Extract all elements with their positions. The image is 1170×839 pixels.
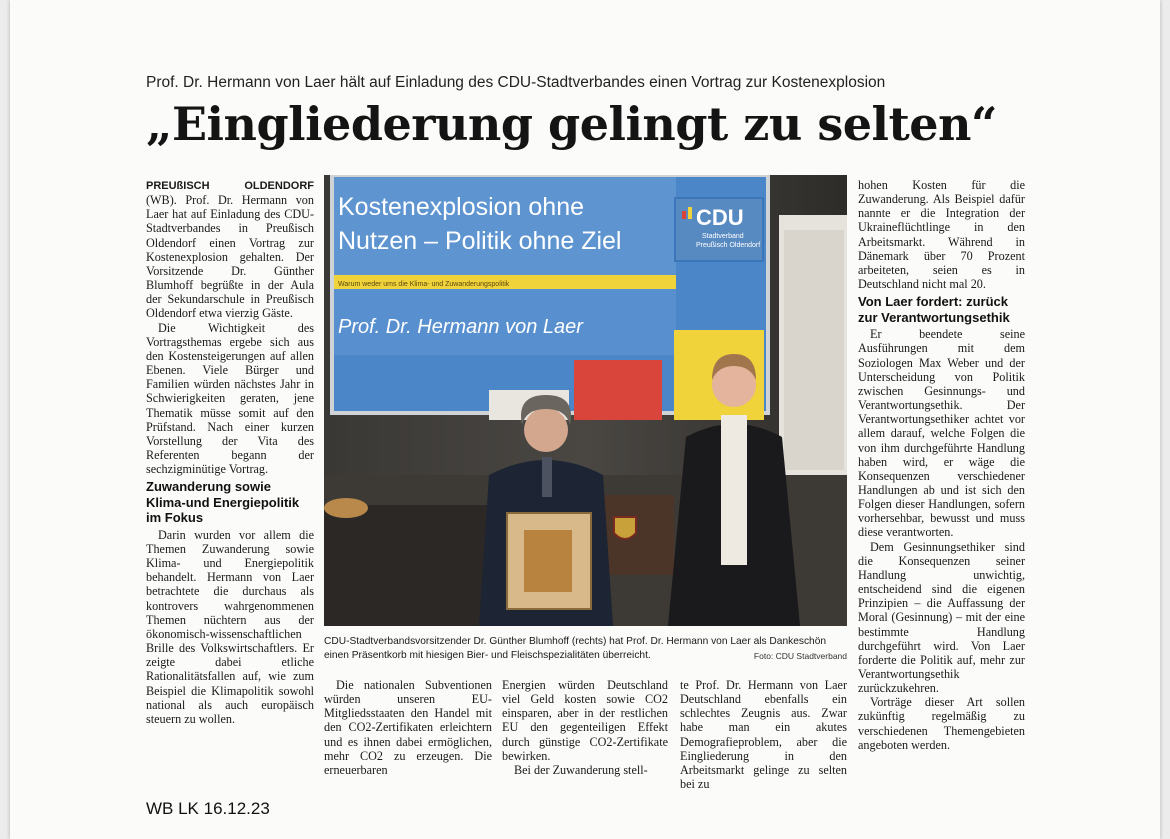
article-photo (324, 175, 847, 626)
dateline: PREUßISCH OLDENDORF (146, 180, 314, 192)
paragraph: Vorträge dieser Art sollen zukünftig regelmäßig zu verschiedenen Themengebieten angeboten werden. (858, 695, 1025, 752)
paragraph: Energien würden Deutschland viel Geld kosten sowie CO2 einsparen, aber in der restlichen EU den gegenteiligen Effekt durch günstige CO2-Zertifikate bewirken. (502, 678, 668, 763)
kicker: Prof. Dr. Hermann von Laer hält auf Einladung des CDU-Stadtverbandes einen Vortrag zur Kostenexplosion (146, 74, 886, 91)
cdu-logo-bar (688, 207, 692, 219)
article-column-5 (858, 178, 1025, 752)
paragraph: Die Wichtigkeit des Vortragsthemas ergebe sich aus den Kostensteigerungen auf allen Ebenen. Viele Bürger und Familien würden nächstes Jahr in Schwierigkeiten geraten, jene Thematik müsse somit auf den Prüfstand. Nach einer kurzen Vorstellung der Vita des Referenten begann der sechzigminütige Vortrag. (146, 320, 314, 477)
cdu-logo-bar (682, 211, 686, 219)
intro-text: (WB). Prof. Dr. Hermann von Laer hat auf Einladung des CDU-Stadtverbandes in Preußisch Oldendorf einen Vortrag zur Kostenexplosion gehalten. Der Vorsitzende Dr. Günther Blumhoff begrüßte in der Aula der Sekundarschule in Preußisch Oldendorf etwa vierzig Gäste. (146, 193, 314, 321)
subheading: Von Laer fordert: zurück zur Verantwortungsethik (858, 294, 1010, 325)
source-label: WB LK 16.12.23 (146, 799, 270, 818)
article-column-4 (680, 678, 847, 791)
paragraph: Die nationalen Subventionen würden unseren EU-Mitgliedsstaaten den Handel mit den CO2-Zertifikaten erleichtern und es ihnen dabei ermöglichen, mehr CO2 zu erzeugen. Die erneuerbaren (324, 678, 492, 777)
paragraph: Bei der Zuwanderung stell- (514, 762, 648, 777)
photo-illustration (324, 175, 847, 626)
photo-credit: Foto: CDU Stadtverband (753, 651, 847, 661)
slide-title-line-1: Kostenexplosion ohne (338, 193, 585, 221)
paragraph: Dem Gesinnungsethiker sind die Konsequenzen seiner Handlung unwichtig, entscheidend sind die eigenen Prinzipien – die Auffassung der Moral (Gesinnung) – mit der eine bestimmte Handlung durchgeführt wird. Von Laer forderte die Politik auf, mehr zur Verantwortungsethik zurückzukehren. (858, 539, 1025, 696)
headline: „Eingliederung gelingt zu selten“ (146, 97, 997, 151)
article-column-2 (324, 678, 492, 777)
slide-speaker: Prof. Dr. Hermann von Laer (338, 316, 583, 338)
caption-text: CDU-Stadtverbandsvorsitzender Dr. Günther Blumhoff (rechts) hat Prof. Dr. Hermann von Laer als Dankeschön einen Präsentkorb mit hiesigen Bier- und Fleischspezialitäten überreicht. (324, 636, 827, 661)
cdu-sub-2: Preußisch Oldendorf (696, 242, 761, 249)
slide-subtitle: Warum weder ums die Klima- und Zuwanderungspolitik (338, 281, 510, 288)
paragraph: Darin wurden vor allem die Themen Zuwanderung sowie Klima- und Energiepolitik behandelt. Hermann von Laer betrachtete die durchaus als kontrovers wahrgenommenen Themen nüchtern aus der ökonomisch-wissenschaftlichen Brille des Volkswirtschaftlers. Er zeigte dabei etliche Rationalitätsfallen auf, wie zum Beispiel die Klimapolitik sowohl national als auch europäisch steuern zu wollen. (146, 527, 314, 726)
paragraph: te Prof. Dr. Hermann von Laer Deutschland ebenfalls ein schlechtes Zeugnis aus. Zwar habe man ein akutes Demografieproblem, aber die Eingliederung in den Arbeitsmarkt gelinge zu selten bei zu (680, 678, 847, 792)
cdu-sub-1: Stadtverband (702, 233, 744, 240)
crest-icon (614, 517, 636, 539)
slide-title-line-2: Nutzen – Politik ohne Ziel (338, 227, 622, 255)
article-column-3 (502, 678, 668, 777)
paragraph-intro (146, 178, 314, 321)
cdu-logo: CDU (696, 205, 744, 230)
gift-basket (324, 498, 368, 518)
subheading: Zuwanderung sowie Klima-und Energiepolitik im Fokus (146, 479, 300, 526)
photo-caption (324, 635, 847, 663)
paragraph: hohen Kosten für die Zuwanderung. Als Beispiel dafür nannte er die Integration der Ukraineflüchtlinge in den Arbeitsmarkt. Während in Dänemark über 70 Prozent arbeiteten, seien es in Deutschland nicht mal 20. (858, 178, 1025, 292)
article-column-1 (146, 178, 314, 726)
paragraph: Er beendete seine Ausführungen mit dem Soziologen Max Weber und der Unterscheidung von Politik zwischen Gesinnungs- und Verantwortungsethik. Der Verantwortungsethiker achtet vor allem darauf, welche Folgen die von ihm durchgeführte Handlung haben wird, er wäge die Konsequenzen verschiedener Handlungen ab und ist sich den Folgen dieser Handlungen, sofern vorhersehbar, bewusst und muss diese verantworten. (858, 327, 1025, 540)
